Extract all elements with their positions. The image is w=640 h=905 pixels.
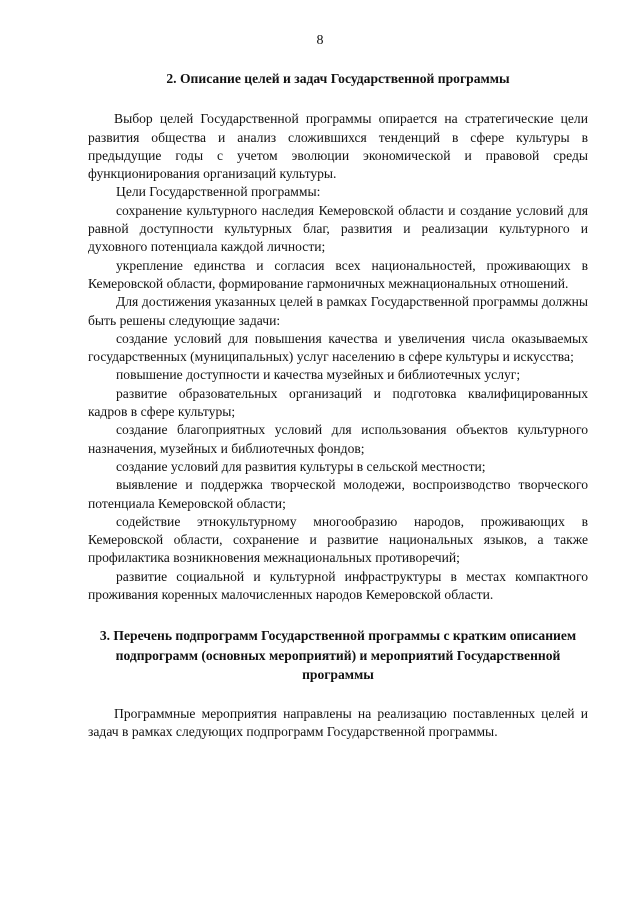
section-2-heading: 2. Описание целей и задач Государственной программы <box>166 71 510 86</box>
task-item: выявление и поддержка творческой молодежи, воспроизводство творческого потенциала Кемеровской области; <box>88 477 588 511</box>
section-3-heading: 3. Перечень подпрограмм Государственной программы с кратким описанием подпрограмм (основных мероприятий) и мероприятий Государственной программы <box>99 628 577 683</box>
goal-item: сохранение культурного наследия Кемеровской области и создание условий для равной доступности культурных благ, развития и реализации культурного и духовного потенциала каждой личности; <box>88 202 588 255</box>
task-item: развитие образовательных организаций и подготовка квалифицированных кадров в сфере культуры; <box>88 385 588 420</box>
task-item: развитие социальной и культурной инфраструктуры в местах компактного проживания коренных малочисленных народов Кемеровской области. <box>88 568 588 603</box>
task-item: создание благоприятных условий для использования объектов культурного назначения, музейных и библиотечных фондов; <box>88 422 588 456</box>
tasks-title: Для достижения указанных целей в рамках Государственной программы должны быть решены следующие задачи: <box>88 294 588 328</box>
goal-item: укрепление единства и согласия всех национальностей, проживающих в Кемеровской области, формирование гармоничных межнациональных отношений. <box>88 257 588 291</box>
task-item: создание условий для повышения качества и увеличения числа оказываемых государственных (муниципальных) услуг населению в сфере культуры и искусства; <box>88 330 588 365</box>
section-2-intro: Выбор целей Государственной программы опирается на стратегические цели развития общества и анализ сложившихся тенденций в сфере культуры в предыдущие годы с учетом эволюции экономической и правовой среды функционирования организаций культуры. <box>88 111 588 182</box>
task-item: содействие этнокультурному многообразию народов, проживающих в Кемеровской области, сохранение и развитие национальных языков, а также профилактика возникновения межнациональных противоречий; <box>88 513 588 566</box>
section-3-text: Программные мероприятия направлены на реализацию поставленных целей и задач в рамках следующих подпрограмм Государственной программы. <box>88 705 588 740</box>
goals-title: Цели Государственной программы: <box>116 184 321 200</box>
task-item: повышение доступности и качества музейных и библиотечных услуг; <box>116 367 521 383</box>
task-item: создание условий для развития культуры в сельской местности; <box>116 458 486 474</box>
page-number: 8 <box>316 33 324 48</box>
document-body <box>88 70 588 741</box>
